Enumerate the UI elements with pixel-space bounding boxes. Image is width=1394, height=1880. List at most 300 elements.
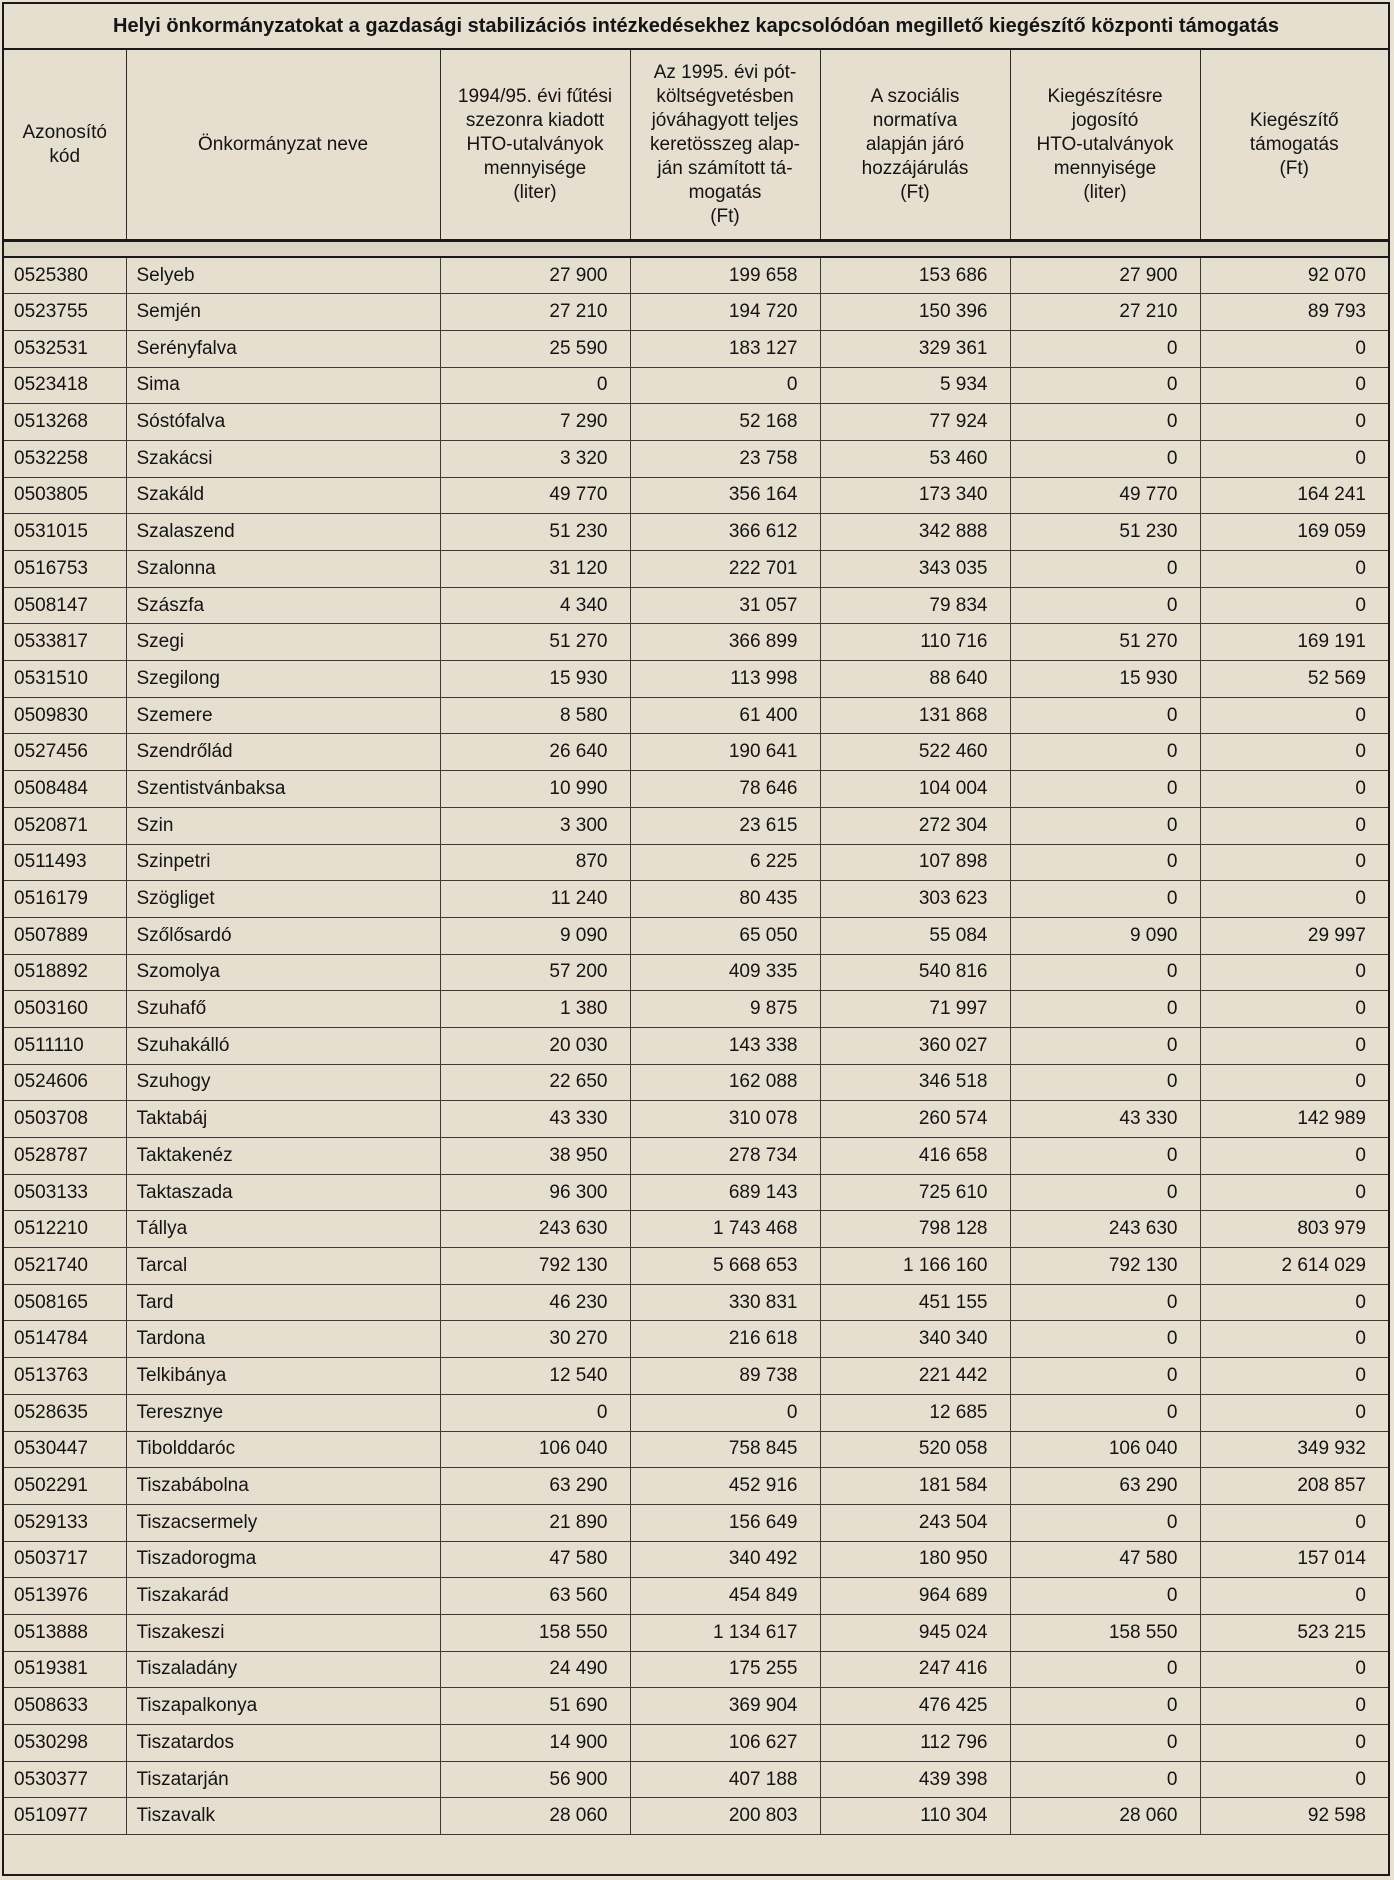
table-row <box>4 844 1388 881</box>
cell-social-normative-contribution: 79 834 <box>820 587 1010 624</box>
cell-hto-issued-liters: 51 690 <box>440 1688 630 1725</box>
cell-supplementary-support: 0 <box>1200 1651 1388 1688</box>
cell-supplementary-support: 0 <box>1200 1358 1388 1395</box>
cell-supplementary-budget-support: 0 <box>630 1394 820 1431</box>
cell-id-code: 0528635 <box>4 1394 126 1431</box>
cell-municipality-name: Szinpetri <box>126 844 440 881</box>
cell-hto-issued-liters: 106 040 <box>440 1431 630 1468</box>
cell-municipality-name: Serényfalva <box>126 330 440 367</box>
cell-hto-issued-liters: 792 130 <box>440 1248 630 1285</box>
cell-hto-issued-liters: 4 340 <box>440 587 630 624</box>
cell-supplementary-support: 169 059 <box>1200 514 1388 551</box>
table-row <box>4 917 1388 954</box>
cell-eligible-hto-liters: 0 <box>1010 551 1200 588</box>
cell-supplementary-support: 0 <box>1200 330 1388 367</box>
cell-supplementary-budget-support: 199 658 <box>630 257 820 294</box>
cell-municipality-name: Teresznye <box>126 1394 440 1431</box>
cell-supplementary-support: 0 <box>1200 1138 1388 1175</box>
cell-eligible-hto-liters: 0 <box>1010 404 1200 441</box>
cell-supplementary-support: 0 <box>1200 954 1388 991</box>
cell-id-code: 0516753 <box>4 551 126 588</box>
cell-municipality-name: Tiszapalkonya <box>126 1688 440 1725</box>
cell-hto-issued-liters: 1 380 <box>440 991 630 1028</box>
cell-municipality-name: Selyeb <box>126 257 440 294</box>
cell-id-code: 0525380 <box>4 257 126 294</box>
cell-supplementary-support: 0 <box>1200 1761 1388 1798</box>
table-row <box>4 771 1388 808</box>
cell-supplementary-budget-support: 162 088 <box>630 1064 820 1101</box>
cell-social-normative-contribution: 272 304 <box>820 807 1010 844</box>
cell-social-normative-contribution: 110 716 <box>820 624 1010 661</box>
cell-hto-issued-liters: 15 930 <box>440 661 630 698</box>
cell-municipality-name: Szomolya <box>126 954 440 991</box>
cell-hto-issued-liters: 870 <box>440 844 630 881</box>
cell-hto-issued-liters: 31 120 <box>440 551 630 588</box>
cell-social-normative-contribution: 540 816 <box>820 954 1010 991</box>
cell-supplementary-budget-support: 1 743 468 <box>630 1211 820 1248</box>
cell-eligible-hto-liters: 0 <box>1010 440 1200 477</box>
header-municipality-name: Önkormányzat neve <box>126 50 440 241</box>
cell-municipality-name: Tiszadorogma <box>126 1541 440 1578</box>
cell-municipality-name: Szegilong <box>126 661 440 698</box>
support-table <box>4 50 1388 1835</box>
cell-social-normative-contribution: 77 924 <box>820 404 1010 441</box>
cell-hto-issued-liters: 51 230 <box>440 514 630 551</box>
cell-supplementary-support: 0 <box>1200 367 1388 404</box>
cell-eligible-hto-liters: 792 130 <box>1010 1248 1200 1285</box>
cell-id-code: 0511493 <box>4 844 126 881</box>
table-row <box>4 1101 1388 1138</box>
cell-id-code: 0531015 <box>4 514 126 551</box>
table-row <box>4 1248 1388 1285</box>
table-row <box>4 624 1388 661</box>
cell-supplementary-budget-support: 65 050 <box>630 917 820 954</box>
cell-social-normative-contribution: 945 024 <box>820 1614 1010 1651</box>
cell-social-normative-contribution: 107 898 <box>820 844 1010 881</box>
table-row <box>4 294 1388 331</box>
cell-id-code: 0519381 <box>4 1651 126 1688</box>
cell-social-normative-contribution: 451 155 <box>820 1284 1010 1321</box>
cell-hto-issued-liters: 63 560 <box>440 1578 630 1615</box>
header-social-normative-contribution: A szociális normatíva alapján járó hozzájárulás (Ft) <box>820 50 1010 241</box>
cell-eligible-hto-liters: 0 <box>1010 1394 1200 1431</box>
cell-municipality-name: Tibolddaróc <box>126 1431 440 1468</box>
cell-eligible-hto-liters: 106 040 <box>1010 1431 1200 1468</box>
cell-eligible-hto-liters: 0 <box>1010 1064 1200 1101</box>
cell-supplementary-budget-support: 369 904 <box>630 1688 820 1725</box>
cell-municipality-name: Sóstófalva <box>126 404 440 441</box>
cell-id-code: 0527456 <box>4 734 126 771</box>
cell-eligible-hto-liters: 0 <box>1010 844 1200 881</box>
cell-supplementary-budget-support: 23 615 <box>630 807 820 844</box>
cell-social-normative-contribution: 131 868 <box>820 697 1010 734</box>
cell-municipality-name: Tardona <box>126 1321 440 1358</box>
table-row <box>4 661 1388 698</box>
cell-municipality-name: Tiszabábolna <box>126 1468 440 1505</box>
cell-social-normative-contribution: 476 425 <box>820 1688 1010 1725</box>
table-row <box>4 881 1388 918</box>
header-separator <box>4 241 1388 258</box>
cell-eligible-hto-liters: 0 <box>1010 1725 1200 1762</box>
cell-eligible-hto-liters: 0 <box>1010 881 1200 918</box>
table-body <box>4 257 1388 1835</box>
cell-supplementary-support: 0 <box>1200 844 1388 881</box>
cell-id-code: 0518892 <box>4 954 126 991</box>
cell-eligible-hto-liters: 0 <box>1010 330 1200 367</box>
cell-supplementary-support: 0 <box>1200 1394 1388 1431</box>
cell-eligible-hto-liters: 0 <box>1010 1578 1200 1615</box>
table-row <box>4 1431 1388 1468</box>
cell-municipality-name: Szendrőlád <box>126 734 440 771</box>
cell-supplementary-support: 92 070 <box>1200 257 1388 294</box>
cell-hto-issued-liters: 49 770 <box>440 477 630 514</box>
cell-hto-issued-liters: 28 060 <box>440 1798 630 1835</box>
cell-eligible-hto-liters: 27 210 <box>1010 294 1200 331</box>
cell-hto-issued-liters: 10 990 <box>440 771 630 808</box>
table-row <box>4 330 1388 367</box>
cell-hto-issued-liters: 27 210 <box>440 294 630 331</box>
table-row <box>4 991 1388 1028</box>
cell-supplementary-budget-support: 340 492 <box>630 1541 820 1578</box>
table-row <box>4 1761 1388 1798</box>
cell-supplementary-budget-support: 106 627 <box>630 1725 820 1762</box>
cell-supplementary-support: 0 <box>1200 1725 1388 1762</box>
cell-eligible-hto-liters: 0 <box>1010 367 1200 404</box>
cell-supplementary-support: 0 <box>1200 440 1388 477</box>
cell-eligible-hto-liters: 0 <box>1010 1761 1200 1798</box>
cell-id-code: 0524606 <box>4 1064 126 1101</box>
cell-social-normative-contribution: 110 304 <box>820 1798 1010 1835</box>
cell-supplementary-budget-support: 454 849 <box>630 1578 820 1615</box>
cell-supplementary-budget-support: 216 618 <box>630 1321 820 1358</box>
cell-municipality-name: Szászfa <box>126 587 440 624</box>
table-row <box>4 697 1388 734</box>
cell-eligible-hto-liters: 158 550 <box>1010 1614 1200 1651</box>
table-row <box>4 587 1388 624</box>
cell-social-normative-contribution: 416 658 <box>820 1138 1010 1175</box>
cell-id-code: 0528787 <box>4 1138 126 1175</box>
table-row <box>4 1541 1388 1578</box>
cell-municipality-name: Szentistvánbaksa <box>126 771 440 808</box>
cell-hto-issued-liters: 158 550 <box>440 1614 630 1651</box>
cell-id-code: 0521740 <box>4 1248 126 1285</box>
cell-eligible-hto-liters: 15 930 <box>1010 661 1200 698</box>
cell-supplementary-support: 164 241 <box>1200 477 1388 514</box>
header-supplementary-support: Kiegészítő támogatás (Ft) <box>1200 50 1388 241</box>
cell-hto-issued-liters: 3 300 <box>440 807 630 844</box>
cell-social-normative-contribution: 520 058 <box>820 1431 1010 1468</box>
cell-eligible-hto-liters: 28 060 <box>1010 1798 1200 1835</box>
cell-municipality-name: Telkibánya <box>126 1358 440 1395</box>
cell-municipality-name: Szemere <box>126 697 440 734</box>
cell-id-code: 0520871 <box>4 807 126 844</box>
cell-supplementary-budget-support: 5 668 653 <box>630 1248 820 1285</box>
cell-eligible-hto-liters: 63 290 <box>1010 1468 1200 1505</box>
cell-municipality-name: Szuhogy <box>126 1064 440 1101</box>
cell-social-normative-contribution: 150 396 <box>820 294 1010 331</box>
cell-social-normative-contribution: 12 685 <box>820 1394 1010 1431</box>
cell-eligible-hto-liters: 47 580 <box>1010 1541 1200 1578</box>
table-row <box>4 1027 1388 1064</box>
cell-id-code: 0511110 <box>4 1027 126 1064</box>
cell-hto-issued-liters: 0 <box>440 1394 630 1431</box>
cell-supplementary-budget-support: 143 338 <box>630 1027 820 1064</box>
header-eligible-hto-liters: Kiegészítésre jogosító HTO-utalványok mennyisége (liter) <box>1010 50 1200 241</box>
cell-municipality-name: Semjén <box>126 294 440 331</box>
cell-id-code: 0532258 <box>4 440 126 477</box>
cell-supplementary-support: 89 793 <box>1200 294 1388 331</box>
table-row <box>4 1578 1388 1615</box>
cell-social-normative-contribution: 180 950 <box>820 1541 1010 1578</box>
cell-municipality-name: Szögliget <box>126 881 440 918</box>
cell-supplementary-budget-support: 80 435 <box>630 881 820 918</box>
cell-supplementary-support: 2 614 029 <box>1200 1248 1388 1285</box>
cell-id-code: 0530377 <box>4 1761 126 1798</box>
cell-social-normative-contribution: 173 340 <box>820 477 1010 514</box>
cell-eligible-hto-liters: 0 <box>1010 1688 1200 1725</box>
cell-id-code: 0531510 <box>4 661 126 698</box>
cell-eligible-hto-liters: 0 <box>1010 1138 1200 1175</box>
cell-municipality-name: Szőlősardó <box>126 917 440 954</box>
cell-supplementary-support: 0 <box>1200 1688 1388 1725</box>
cell-social-normative-contribution: 964 689 <box>820 1578 1010 1615</box>
cell-social-normative-contribution: 71 997 <box>820 991 1010 1028</box>
cell-eligible-hto-liters: 0 <box>1010 1321 1200 1358</box>
cell-supplementary-budget-support: 61 400 <box>630 697 820 734</box>
cell-social-normative-contribution: 346 518 <box>820 1064 1010 1101</box>
cell-hto-issued-liters: 43 330 <box>440 1101 630 1138</box>
cell-supplementary-support: 0 <box>1200 1027 1388 1064</box>
cell-municipality-name: Szin <box>126 807 440 844</box>
header-id-code: Azonosító kód <box>4 50 126 241</box>
cell-supplementary-support: 0 <box>1200 1174 1388 1211</box>
cell-supplementary-support: 0 <box>1200 1321 1388 1358</box>
cell-social-normative-contribution: 247 416 <box>820 1651 1010 1688</box>
cell-id-code: 0533817 <box>4 624 126 661</box>
cell-hto-issued-liters: 46 230 <box>440 1284 630 1321</box>
cell-supplementary-support: 142 989 <box>1200 1101 1388 1138</box>
cell-municipality-name: Taktabáj <box>126 1101 440 1138</box>
cell-eligible-hto-liters: 0 <box>1010 734 1200 771</box>
cell-eligible-hto-liters: 0 <box>1010 1027 1200 1064</box>
cell-id-code: 0530298 <box>4 1725 126 1762</box>
table-row <box>4 514 1388 551</box>
cell-id-code: 0503133 <box>4 1174 126 1211</box>
cell-id-code: 0508147 <box>4 587 126 624</box>
cell-supplementary-budget-support: 52 168 <box>630 404 820 441</box>
cell-supplementary-budget-support: 194 720 <box>630 294 820 331</box>
cell-social-normative-contribution: 340 340 <box>820 1321 1010 1358</box>
cell-hto-issued-liters: 57 200 <box>440 954 630 991</box>
cell-eligible-hto-liters: 51 270 <box>1010 624 1200 661</box>
header-hto-issued-liters: 1994/95. évi fűtési szezonra kiadott HTO-utalványok mennyisége (liter) <box>440 50 630 241</box>
table-row <box>4 1211 1388 1248</box>
cell-social-normative-contribution: 522 460 <box>820 734 1010 771</box>
cell-municipality-name: Szakácsi <box>126 440 440 477</box>
cell-id-code: 0530447 <box>4 1431 126 1468</box>
cell-supplementary-support: 0 <box>1200 1064 1388 1101</box>
cell-eligible-hto-liters: 27 900 <box>1010 257 1200 294</box>
cell-social-normative-contribution: 153 686 <box>820 257 1010 294</box>
cell-supplementary-budget-support: 9 875 <box>630 991 820 1028</box>
cell-supplementary-support: 0 <box>1200 404 1388 441</box>
cell-hto-issued-liters: 27 900 <box>440 257 630 294</box>
cell-municipality-name: Taktaszada <box>126 1174 440 1211</box>
table-row <box>4 440 1388 477</box>
cell-social-normative-contribution: 329 361 <box>820 330 1010 367</box>
cell-id-code: 0510977 <box>4 1798 126 1835</box>
cell-municipality-name: Szakáld <box>126 477 440 514</box>
cell-id-code: 0529133 <box>4 1504 126 1541</box>
cell-supplementary-support: 208 857 <box>1200 1468 1388 1505</box>
cell-hto-issued-liters: 12 540 <box>440 1358 630 1395</box>
cell-hto-issued-liters: 24 490 <box>440 1651 630 1688</box>
cell-hto-issued-liters: 14 900 <box>440 1725 630 1762</box>
table-row <box>4 1174 1388 1211</box>
cell-supplementary-budget-support: 758 845 <box>630 1431 820 1468</box>
cell-supplementary-budget-support: 689 143 <box>630 1174 820 1211</box>
cell-supplementary-budget-support: 0 <box>630 367 820 404</box>
table-row <box>4 404 1388 441</box>
cell-eligible-hto-liters: 51 230 <box>1010 514 1200 551</box>
cell-hto-issued-liters: 3 320 <box>440 440 630 477</box>
cell-supplementary-support: 0 <box>1200 1284 1388 1321</box>
cell-supplementary-support: 169 191 <box>1200 624 1388 661</box>
cell-hto-issued-liters: 51 270 <box>440 624 630 661</box>
cell-id-code: 0513763 <box>4 1358 126 1395</box>
cell-supplementary-support: 523 215 <box>1200 1614 1388 1651</box>
cell-hto-issued-liters: 30 270 <box>440 1321 630 1358</box>
cell-social-normative-contribution: 112 796 <box>820 1725 1010 1762</box>
table-row <box>4 1688 1388 1725</box>
cell-hto-issued-liters: 11 240 <box>440 881 630 918</box>
cell-supplementary-budget-support: 356 164 <box>630 477 820 514</box>
cell-id-code: 0516179 <box>4 881 126 918</box>
cell-social-normative-contribution: 343 035 <box>820 551 1010 588</box>
table-row <box>4 257 1388 294</box>
cell-supplementary-support: 0 <box>1200 697 1388 734</box>
cell-id-code: 0507889 <box>4 917 126 954</box>
cell-supplementary-support: 157 014 <box>1200 1541 1388 1578</box>
cell-supplementary-budget-support: 1 134 617 <box>630 1614 820 1651</box>
cell-social-normative-contribution: 360 027 <box>820 1027 1010 1064</box>
cell-supplementary-budget-support: 452 916 <box>630 1468 820 1505</box>
cell-social-normative-contribution: 104 004 <box>820 771 1010 808</box>
cell-social-normative-contribution: 243 504 <box>820 1504 1010 1541</box>
cell-eligible-hto-liters: 0 <box>1010 587 1200 624</box>
table-row <box>4 367 1388 404</box>
cell-municipality-name: Szuhakálló <box>126 1027 440 1064</box>
cell-social-normative-contribution: 88 640 <box>820 661 1010 698</box>
cell-supplementary-budget-support: 190 641 <box>630 734 820 771</box>
header-supplementary-budget-support: Az 1995. évi pót- költségvetésben jóváhagyott teljes keretösszeg alap- ján számított tá- mogatás (Ft) <box>630 50 820 241</box>
cell-id-code: 0523755 <box>4 294 126 331</box>
cell-social-normative-contribution: 5 934 <box>820 367 1010 404</box>
cell-id-code: 0513268 <box>4 404 126 441</box>
cell-eligible-hto-liters: 0 <box>1010 1174 1200 1211</box>
cell-social-normative-contribution: 798 128 <box>820 1211 1010 1248</box>
cell-supplementary-support: 0 <box>1200 807 1388 844</box>
cell-supplementary-budget-support: 175 255 <box>630 1651 820 1688</box>
cell-supplementary-budget-support: 78 646 <box>630 771 820 808</box>
cell-supplementary-budget-support: 278 734 <box>630 1138 820 1175</box>
table-title: Helyi önkormányzatokat a gazdasági stabilizációs intézkedésekhez kapcsolódóan megillető kiegészítő központi támogatás <box>4 4 1388 50</box>
cell-supplementary-budget-support: 156 649 <box>630 1504 820 1541</box>
table-row <box>4 1614 1388 1651</box>
cell-id-code: 0513888 <box>4 1614 126 1651</box>
cell-id-code: 0508633 <box>4 1688 126 1725</box>
cell-id-code: 0503717 <box>4 1541 126 1578</box>
table-row <box>4 1798 1388 1835</box>
cell-supplementary-budget-support: 6 225 <box>630 844 820 881</box>
cell-supplementary-support: 0 <box>1200 551 1388 588</box>
cell-municipality-name: Tiszavalk <box>126 1798 440 1835</box>
cell-hto-issued-liters: 63 290 <box>440 1468 630 1505</box>
cell-social-normative-contribution: 342 888 <box>820 514 1010 551</box>
cell-supplementary-support: 0 <box>1200 734 1388 771</box>
cell-municipality-name: Tiszaladány <box>126 1651 440 1688</box>
cell-hto-issued-liters: 38 950 <box>440 1138 630 1175</box>
cell-hto-issued-liters: 0 <box>440 367 630 404</box>
table-row <box>4 551 1388 588</box>
cell-supplementary-budget-support: 200 803 <box>630 1798 820 1835</box>
table-row <box>4 734 1388 771</box>
cell-social-normative-contribution: 725 610 <box>820 1174 1010 1211</box>
cell-supplementary-budget-support: 183 127 <box>630 330 820 367</box>
cell-id-code: 0503160 <box>4 991 126 1028</box>
table-row <box>4 1138 1388 1175</box>
cell-supplementary-support: 0 <box>1200 587 1388 624</box>
cell-id-code: 0532531 <box>4 330 126 367</box>
cell-id-code: 0509830 <box>4 697 126 734</box>
cell-id-code: 0513976 <box>4 1578 126 1615</box>
cell-municipality-name: Tiszakeszi <box>126 1614 440 1651</box>
cell-id-code: 0512210 <box>4 1211 126 1248</box>
cell-municipality-name: Szalonna <box>126 551 440 588</box>
cell-eligible-hto-liters: 243 630 <box>1010 1211 1200 1248</box>
cell-eligible-hto-liters: 0 <box>1010 1651 1200 1688</box>
cell-eligible-hto-liters: 0 <box>1010 991 1200 1028</box>
cell-municipality-name: Tiszakarád <box>126 1578 440 1615</box>
cell-supplementary-budget-support: 113 998 <box>630 661 820 698</box>
cell-eligible-hto-liters: 0 <box>1010 807 1200 844</box>
cell-supplementary-budget-support: 366 899 <box>630 624 820 661</box>
cell-municipality-name: Szalaszend <box>126 514 440 551</box>
cell-hto-issued-liters: 26 640 <box>440 734 630 771</box>
cell-social-normative-contribution: 439 398 <box>820 1761 1010 1798</box>
cell-social-normative-contribution: 1 166 160 <box>820 1248 1010 1285</box>
table-row <box>4 477 1388 514</box>
cell-supplementary-support: 349 932 <box>1200 1431 1388 1468</box>
cell-id-code: 0508484 <box>4 771 126 808</box>
cell-supplementary-support: 0 <box>1200 771 1388 808</box>
table-row <box>4 1394 1388 1431</box>
cell-municipality-name: Tarcal <box>126 1248 440 1285</box>
cell-supplementary-support: 52 569 <box>1200 661 1388 698</box>
cell-supplementary-budget-support: 89 738 <box>630 1358 820 1395</box>
table-row <box>4 1504 1388 1541</box>
cell-eligible-hto-liters: 49 770 <box>1010 477 1200 514</box>
cell-municipality-name: Taktakenéz <box>126 1138 440 1175</box>
table-row <box>4 1358 1388 1395</box>
cell-supplementary-support: 0 <box>1200 991 1388 1028</box>
cell-supplementary-budget-support: 407 188 <box>630 1761 820 1798</box>
cell-municipality-name: Tiszatardos <box>126 1725 440 1762</box>
cell-hto-issued-liters: 47 580 <box>440 1541 630 1578</box>
cell-supplementary-support: 0 <box>1200 881 1388 918</box>
cell-eligible-hto-liters: 9 090 <box>1010 917 1200 954</box>
cell-id-code: 0508165 <box>4 1284 126 1321</box>
